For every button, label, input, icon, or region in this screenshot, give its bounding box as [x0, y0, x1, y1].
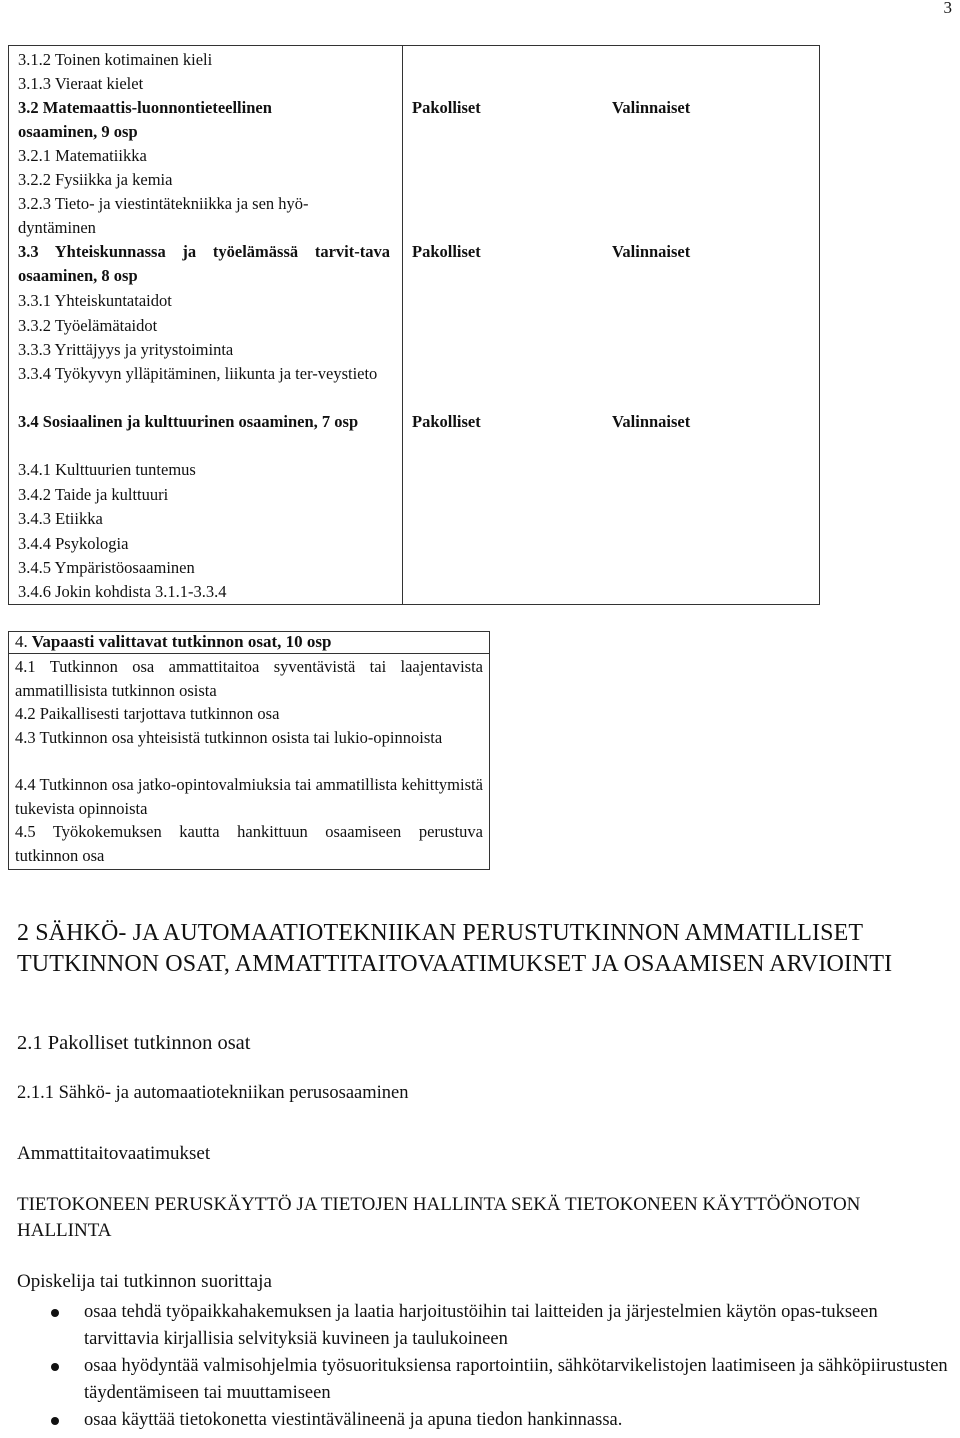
table-row: 3.2 Matemaattis-luonnontieteellinen osaaminen, 9 osp	[18, 98, 272, 141]
table-divider	[9, 653, 489, 654]
table-row: 3.2.3 Tieto- ja viestintätekniikka ja sen hyö-dyntäminen	[18, 194, 309, 237]
table-row: 3.2.2 Fysiikka ja kemia	[18, 170, 173, 189]
optional-label: Valinnaiset	[612, 98, 691, 117]
page-number: 3	[943, 0, 952, 17]
table-row: 3.4.4 Psykologia	[18, 534, 129, 553]
student-label: Opiskelija tai tutkinnon suorittaja	[17, 1271, 272, 1292]
list-item: osaa tehdä työpaikkahakemuksen ja laatia harjoitustöihin tai laitteiden ja järjestelmien käytön opas-tukseen tarvittavia kirjallisia selvityksiä kuvineen ja taulukoineen	[0, 1299, 955, 1353]
optional-label: Valinnaiset	[612, 242, 691, 261]
table-row: 3.4.3 Etiikka	[18, 509, 103, 528]
list-item: 4.4 Tutkinnon osa jatko-opintovalmiuksia tai ammatillista kehittymistä tukevista opinnoista	[15, 775, 483, 818]
caps-heading: TIETOKONEEN PERUSKÄYTTÖ JA TIETOJEN HALLINTA SEKÄ TIETOKONEEN KÄYTTÖÖNOTON HALLINTA	[17, 1194, 861, 1241]
requirements-list	[0, 1299, 955, 1434]
table-row: 3.4 Sosiaalinen ja kulttuurinen osaaminen, 7 osp	[18, 412, 359, 431]
table-row: 3.3.3 Yrittäjyys ja yritystoiminta	[18, 340, 234, 359]
required-label: Pakolliset	[412, 98, 481, 117]
list-item: 4.3 Tutkinnon osa yhteisistä tutkinnon osista tai lukio-opinnoista	[15, 728, 443, 747]
list-item: 4.2 Paikallisesti tarjottava tutkinnon osa	[15, 704, 280, 723]
table-row: 3.4.6 Jokin kohdista 3.1.1-3.3.4	[18, 582, 227, 601]
list-item: 4.5 Työkokemuksen kautta hankittuun osaamiseen perustuva tutkinnon osa	[15, 822, 483, 865]
table-row: 3.1.3 Vieraat kielet	[18, 74, 144, 93]
bullet-icon	[51, 1309, 59, 1317]
table-row: 3.1.2 Toinen kotimainen kieli	[18, 50, 213, 69]
table-row: 3.3.1 Yhteiskuntataidot	[18, 291, 172, 310]
optional-units-header: 4. Vapaasti valittavat tutkinnon osat, 10 osp	[15, 632, 332, 651]
table-row: 3.2.1 Matematiikka	[18, 146, 147, 165]
requirements-label: Ammattitaitovaatimukset	[17, 1143, 211, 1164]
required-label: Pakolliset	[412, 242, 481, 261]
required-label: Pakolliset	[412, 412, 481, 431]
list-item: 4.1 Tutkinnon osa ammattitaitoa syventävistä tai laajentavista ammatillisista tutkinnon osista	[15, 657, 483, 700]
table-row: 3.4.2 Taide ja kulttuuri	[18, 485, 169, 504]
bullet-icon	[51, 1363, 59, 1371]
list-item: osaa käyttää tietokonetta viestintävälineenä ja apuna tiedon hankinnassa.	[0, 1407, 955, 1434]
optional-units-table	[8, 631, 490, 870]
curriculum-table	[8, 45, 820, 605]
table-row: 3.4.1 Kulttuurien tuntemus	[18, 460, 196, 479]
table-row: 3.3.2 Työelämätaidot	[18, 316, 158, 335]
optional-label: Valinnaiset	[612, 412, 691, 431]
table-row: 3.3.4 Työkyvyn ylläpitäminen, liikunta ja ter-veystieto	[18, 364, 378, 383]
table-row: 3.3 Yhteiskunnassa ja työelämässä tarvit-tava osaaminen, 8 osp	[18, 242, 390, 285]
bullet-icon	[51, 1417, 59, 1425]
subsubsection-heading: 2.1.1 Sähkö- ja automaatiotekniikan perusosaaminen	[17, 1083, 409, 1103]
section-heading: 2 SÄHKÖ- JA AUTOMAATIOTEKNIIKAN PERUSTUTKINNON AMMATILLISET TUTKINNON OSAT, AMMATTITAITOVAATIMUKSET JA OSAAMISEN ARVIOINTI	[17, 920, 893, 977]
table-row: 3.4.5 Ympäristöosaaminen	[18, 558, 195, 577]
subsection-heading: 2.1 Pakolliset tutkinnon osat	[17, 1032, 251, 1054]
table-column-divider	[402, 46, 403, 604]
list-item: osaa hyödyntää valmisohjelmia työsuorituksiensa raportointiin, sähkötarvikelistojen laatimiseen ja sähköpiirustusten täydentämiseen tai muuttamiseen	[0, 1353, 955, 1407]
